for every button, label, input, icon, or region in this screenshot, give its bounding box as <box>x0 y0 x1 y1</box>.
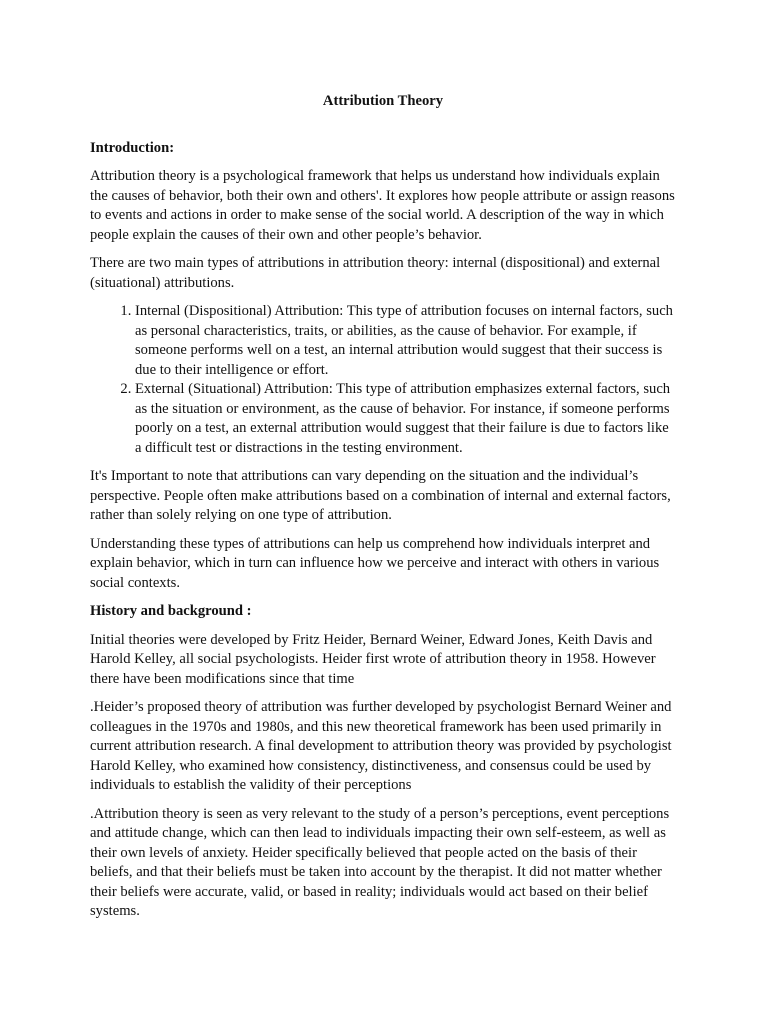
history-heading: History and background : <box>90 603 252 619</box>
history-paragraph-1: Initial theories were developed by Fritz Heider, Bernard Weiner, Edward Jones, Keith Davis and Harold Kelley, all social psychologists. Heider first wrote of attribution theory in 1958. However there have been modifications since that time <box>90 631 656 687</box>
attribution-types-list <box>90 302 676 458</box>
intro-paragraph-2: There are two main types of attributions in attribution theory: internal (dispositional) and external (situational) attributions. <box>90 255 661 291</box>
list-item-external: 2. External (Situational) Attribution: This type of attribution emphasizes external factors, such as the situation or environment, as the cause of behavior. For instance, if someone performs poorly on a test, an external attribution would suggest that their failure is due to factors like a difficult test or distractions in the testing environment. <box>135 380 676 458</box>
intro-paragraph-3: It's Important to note that attributions can vary depending on the situation and the individual’s perspective. People often make attributions based on a combination of internal and external factors, rather than solely relying on one type of attribution. <box>90 468 671 523</box>
history-paragraph-2: .Heider’s proposed theory of attribution was further developed by psychologist Bernard Weiner and colleagues in the 1970s and 1980s, and this new theoretical framework has been used primarily in current attribution research. A final development to attribution theory was provided by psychologist Harold Kelley, who examined how consistency, distinctiveness, and consensus could be used by individuals to establish the validity of their perceptions <box>90 699 672 793</box>
intro-paragraph-1: Attribution theory is a psychological framework that helps us understand how individuals explain the causes of behavior, both their own and others'. It explores how people attribute or assign reasons to events and actions in order to make sense of the social world. A description of the way in which people explain the causes of their own and other people’s behavior. <box>90 168 675 243</box>
introduction-heading: Introduction: <box>90 139 175 156</box>
list-item-internal: 1. Internal (Dispositional) Attribution: This type of attribution focuses on internal factors, such as personal characteristics, traits, or abilities, as the cause of behavior. For example, if someone performs well on a test, an internal attribution would suggest that their success is due to their intelligence or effort. <box>135 302 676 380</box>
document-title: Attribution Theory <box>322 93 444 109</box>
intro-paragraph-4: Understanding these types of attributions can help us comprehend how individuals interpret and explain behavior, which in turn can influence how we perceive and interact with others in various social contexts. <box>90 535 660 591</box>
history-paragraph-3: .Attribution theory is seen as very relevant to the study of a person’s perceptions, event perceptions and attitude change, which can then lead to individuals impacting their own self-esteem, as well as their own levels of anxiety. Heider specifically believed that people acted on the basis of their beliefs, and that their beliefs must be taken into account by the therapist. It did not matter whether their beliefs were accurate, valid, or based in reality; individuals would act based on their belief systems. <box>90 805 670 919</box>
